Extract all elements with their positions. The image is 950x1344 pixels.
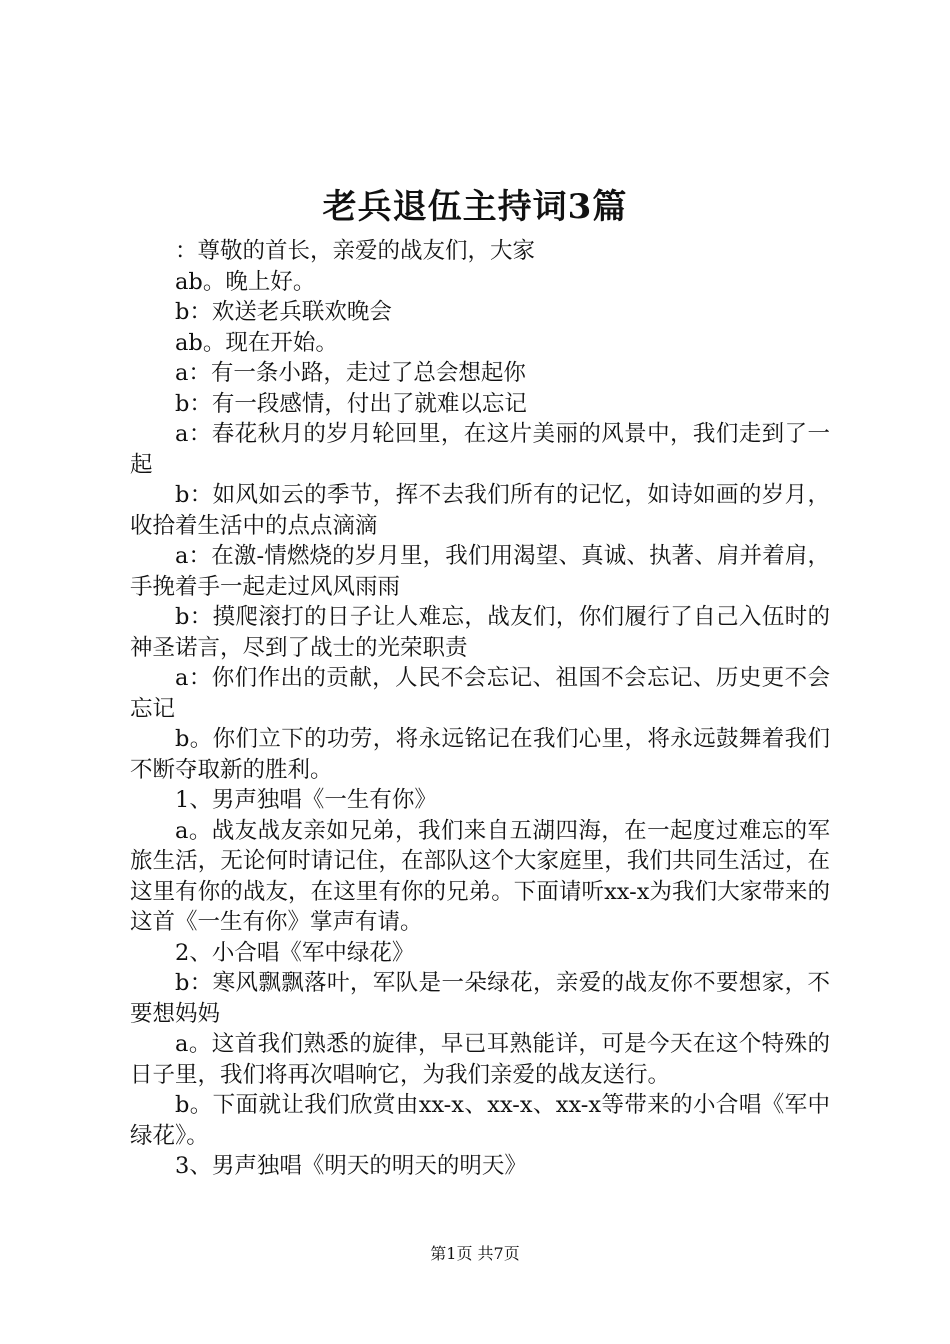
paragraph: a。战友战友亲如兄弟，我们来自五湖四海，在一起度过难忘的军旅生活，无论何时请记住，在部队这个大家庭里，我们共同生活过，在这里有你的战友，在这里有你的兄弟。下面请听xx-x为我们大家带来的这首《一生有你》掌声有请。 — [130, 817, 830, 935]
paragraph: b：欢送老兵联欢晚会 — [175, 299, 392, 325]
paragraph: b：摸爬滚打的日子让人难忘，战友们，你们履行了自己入伍时的神圣诺言，尽到了战士的光荣职责 — [130, 604, 830, 661]
paragraph: ab。晚上好。 — [175, 268, 316, 295]
document-body — [130, 236, 830, 1182]
paragraph: a：春花秋月的岁月轮回里，在这片美丽的风景中，我们走到了一起 — [130, 421, 830, 478]
section-heading: 2、小合唱《军中绿花》 — [175, 939, 415, 966]
paragraph: ：尊敬的首长，亲爱的战友们，大家 — [175, 238, 536, 264]
paragraph: b：如风如云的季节，挥不去我们所有的记忆，如诗如画的岁月，收拾着生活中的点点滴滴 — [130, 482, 830, 539]
page-number-footer: 第1页 共7页 — [430, 1244, 520, 1263]
section-heading: 3、男声独唱《明天的明天的明天》 — [175, 1153, 527, 1179]
paragraph: a：有一条小路，走过了总会想起你 — [175, 360, 526, 386]
document-title: 老兵退伍主持词3篇 — [322, 187, 628, 227]
paragraph: a。这首我们熟悉的旋律，早已耳熟能详，可是今天在这个特殊的日子里，我们将再次唱响它，为我们亲爱的战友送行。 — [130, 1031, 830, 1088]
paragraph: b：有一段感情，付出了就难以忘记 — [175, 390, 527, 417]
section-heading: 1、男声独唱《一生有你》 — [175, 787, 437, 813]
paragraph: b：寒风飘飘落叶，军队是一朵绿花，亲爱的战友你不要想家，不要想妈妈 — [130, 970, 830, 1027]
paragraph: a：在激-情燃烧的岁月里，我们用渴望、真诚、执著、肩并着肩，手挽着手一起走过风风雨雨 — [130, 543, 830, 600]
paragraph: b。你们立下的功劳，将永远铭记在我们心里，将永远鼓舞着我们不断夺取新的胜利。 — [130, 726, 830, 783]
paragraph: b。下面就让我们欣赏由xx-x、xx-x、xx-x等带来的小合唱《军中绿花》。 — [130, 1092, 830, 1149]
paragraph: ab。现在开始。 — [175, 329, 338, 356]
paragraph: a：你们作出的贡献，人民不会忘记、祖国不会忘记、历史更不会忘记 — [130, 665, 830, 722]
